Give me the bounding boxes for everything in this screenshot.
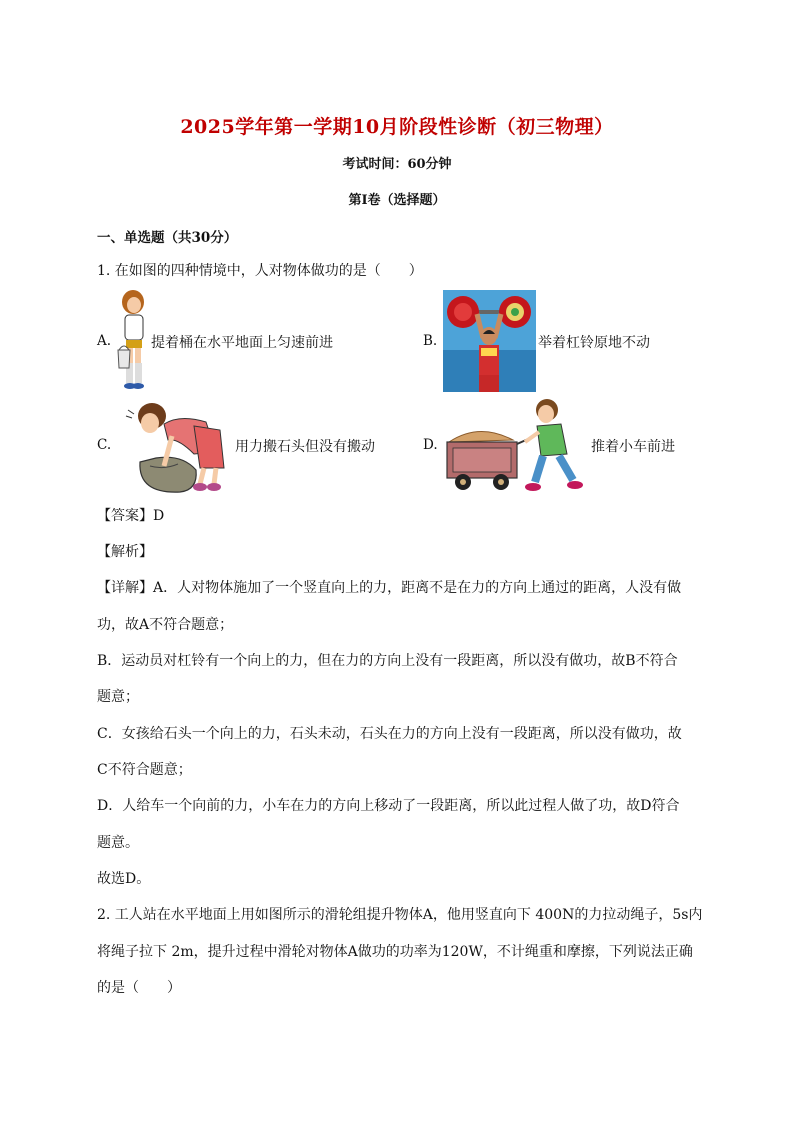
option-d-text: 推着小车前进 bbox=[591, 439, 675, 455]
question-2-line: 将绳子拉下 2m，提升过程中滑轮对物体A做功的功率为120W，不计绳重和摩擦，下列说法正确 bbox=[97, 944, 693, 960]
answer-line: 【答案】D bbox=[97, 508, 165, 524]
question-2-line: 2. 工人站在水平地面上用如图所示的滑轮组提升物体A，他用竖直向下 400N的力拉动绳子，5s内 bbox=[97, 907, 703, 923]
page-title: 2025学年第一学期10月阶段性诊断（初三物理） bbox=[180, 116, 614, 138]
boy-pushing-cart-image bbox=[443, 396, 588, 494]
option-c-text: 用力搬石头但没有搬动 bbox=[235, 439, 375, 455]
analysis-label: 【解析】 bbox=[97, 544, 153, 560]
volume-heading: 第I卷（选择题） bbox=[348, 193, 446, 208]
explanation-line: 功，故A不符合题意； bbox=[97, 617, 234, 633]
explanation-line: 故选D。 bbox=[97, 871, 151, 887]
option-d-letter: D. bbox=[423, 437, 438, 453]
explanation-line: 题意。 bbox=[97, 835, 139, 851]
explanation-line: C．女孩给石头一个向上的力，石头未动，石头在力的方向上没有一段距离，所以没有做功，故 bbox=[97, 726, 682, 742]
section-heading: 一、单选题（共30分） bbox=[97, 230, 238, 246]
option-c-letter: C. bbox=[97, 437, 112, 453]
question-1-stem: 1. 在如图的四种情境中，人对物体做功的是（ ） bbox=[97, 263, 423, 279]
option-a-text: 提着桶在水平地面上匀速前进 bbox=[151, 335, 333, 351]
explanation-line: 题意； bbox=[97, 689, 139, 705]
explanation-line: B．运动员对杠铃有一个向上的力，但在力的方向上没有一段距离，所以没有做功，故B不符合 bbox=[97, 653, 678, 669]
girl-pushing-stone-image bbox=[120, 396, 232, 496]
option-a-letter: A. bbox=[97, 333, 112, 349]
option-b-letter: B. bbox=[423, 333, 438, 349]
weightlifter-holding-barbell-image bbox=[443, 290, 536, 392]
question-2-line: 的是（ ） bbox=[97, 980, 181, 996]
person-carrying-bucket-image bbox=[116, 288, 152, 394]
exam-time: 考试时间：60分钟 bbox=[342, 157, 452, 172]
option-b-text: 举着杠铃原地不动 bbox=[538, 335, 650, 351]
explanation-line: 【详解】A．人对物体施加了一个竖直向上的力，距离不是在力的方向上通过的距离，人没有做 bbox=[97, 580, 682, 596]
explanation-line: D．人给车一个向前的力，小车在力的方向上移动了一段距离，所以此过程人做了功，故D符合 bbox=[97, 798, 680, 814]
explanation-line: C不符合题意； bbox=[97, 762, 192, 778]
